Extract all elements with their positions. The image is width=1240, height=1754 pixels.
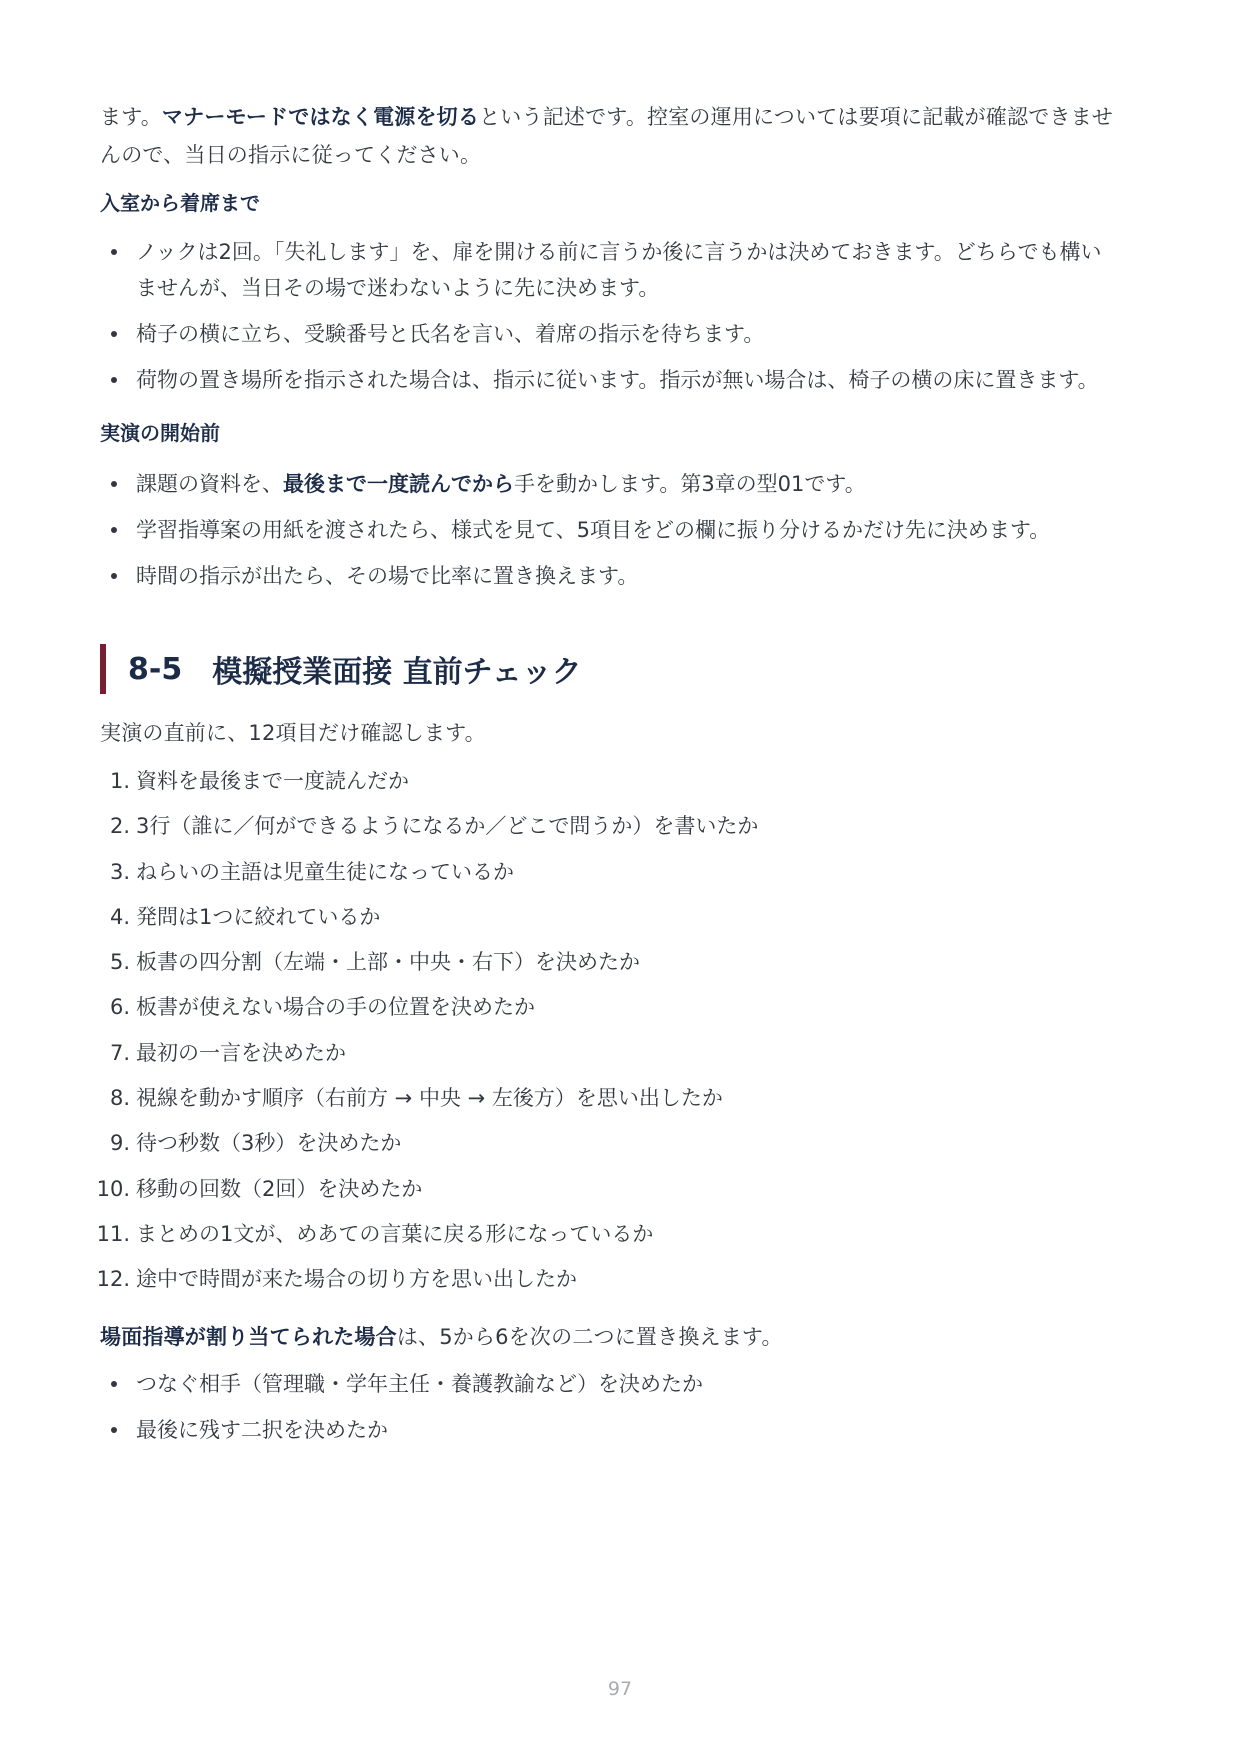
section-accent-bar [100, 644, 106, 694]
list-item: 8. 視線を動かす順序（右前方 → 中央 → 左後方）を思い出したか [109, 1086, 723, 1111]
list-item: 2. 3行（誰に／何ができるようになるか／どこで問うか）を書いたか [109, 814, 759, 839]
list-item: 9. 待つ秒数（3秒）を決めたか [109, 1131, 402, 1156]
subheading-entry: 入室から着席まで [100, 191, 260, 215]
list-item: つなぐ相手（管理職・学年主任・養護教諭など）を決めたか [100, 1366, 1150, 1402]
checklist [96, 764, 1150, 1296]
intro-paragraph [100, 98, 1150, 174]
entry-list [100, 234, 1150, 398]
page-content [96, 98, 1150, 1458]
list-item: 1. 資料を最後まで一度読んだか [109, 769, 409, 793]
intro-text-a: ます。 [100, 105, 162, 129]
list-item: 椅子の横に立ち、受験番号と氏名を言い、着席の指示を待ちます。 [100, 316, 1150, 352]
list-item: 7. 最初の一言を決めたか [109, 1040, 346, 1065]
list-item: 12. 途中で時間が来た場合の切り方を思い出したか [96, 1267, 577, 1292]
list-item: 6. 板書が使えない場合の手の位置を決めたか [109, 995, 535, 1020]
intro-line2: んので、当日の指示に従ってください。 [100, 143, 482, 167]
start-list [100, 466, 1150, 594]
list-item: 学習指導案の用紙を渡されたら、様式を見て、5項目をどの欄に振り分けるかだけ先に決めます。 [100, 512, 1150, 548]
list-item: 荷物の置き場所を指示された場合は、指示に従います。指示が無い場合は、椅子の横の床に置きます。 [100, 362, 1150, 398]
checklist-intro: 実演の直前に、12項目だけ確認します。 [100, 721, 486, 745]
section-title: 模擬授業面接 直前チェック [212, 655, 582, 690]
page-number: 97 [607, 1678, 633, 1700]
section-heading [100, 644, 1150, 694]
list-item: 5. 板書の四分割（左端・上部・中央・右下）を決めたか [109, 950, 640, 975]
scene-list [100, 1366, 1150, 1448]
list-item: 最後に残す二択を決めたか [100, 1412, 1150, 1448]
bullet-dot-icon [111, 331, 117, 337]
list-item: 10. 移動の回数（2回）を決めたか [96, 1176, 423, 1201]
list-item: 3. ねらいの主語は児童生徒になっているか [109, 859, 514, 884]
bullet-dot-icon [111, 573, 117, 579]
intro-text-b: という記述です。控室の運用については要項に記載が確認できませ [479, 105, 1113, 129]
scene-paragraph [100, 1318, 1150, 1356]
intro-bold: マナーモードではなく電源を切る [161, 105, 480, 129]
list-item: 4. 発問は1つに絞れているか [109, 904, 381, 929]
bullet-dot-icon [111, 249, 117, 255]
bullet-dot-icon [111, 527, 117, 533]
bullet-dot-icon [111, 1427, 117, 1433]
bullet-dot-icon [111, 1381, 117, 1387]
bullet-dot-icon [111, 377, 117, 383]
scene-text: は、5から6を次の二つに置き換えます。 [396, 1324, 783, 1349]
scene-bold: 場面指導が割り当てられた場合 [100, 1324, 397, 1349]
subheading-start: 実演の開始前 [100, 421, 220, 445]
list-item: 11. まとめの1文が、めあての言葉に戻る形になっているか [96, 1221, 654, 1246]
list-item: 課題の資料を、最後まで一度読んでから手を動かします。第3章の型01です。 [100, 466, 1150, 502]
section-number: 8-5 [128, 651, 183, 687]
bullet-dot-icon [111, 481, 117, 487]
list-item: ノックは2回。「失礼します」を、扉を開ける前に言うか後に言うかは決めておきます。どちらでも構い ませんが、当日その場で迷わないように先に決めます。 [100, 234, 1150, 306]
list-item: 時間の指示が出たら、その場で比率に置き換えます。 [100, 558, 1150, 594]
